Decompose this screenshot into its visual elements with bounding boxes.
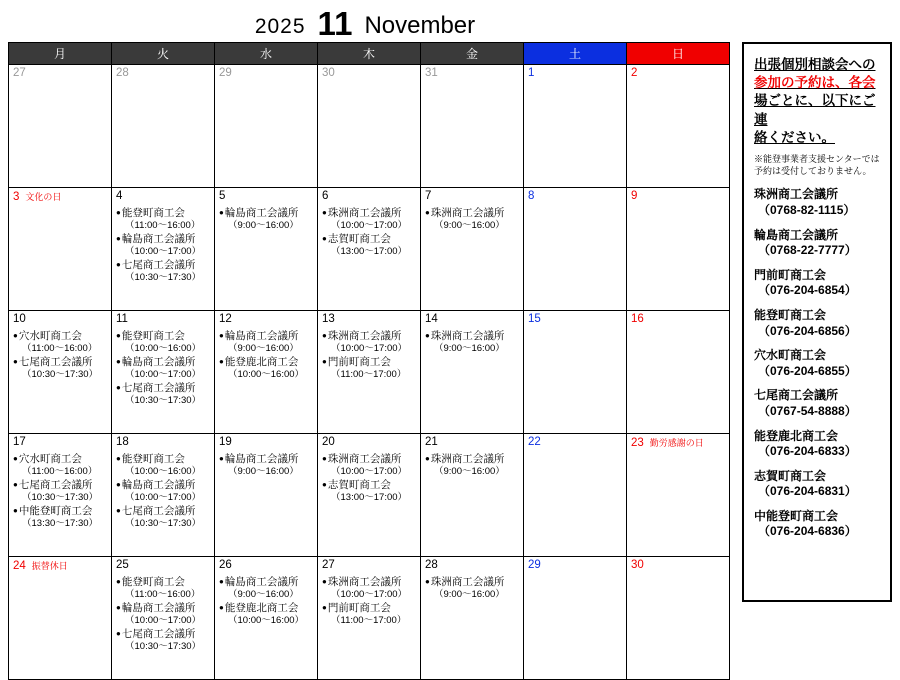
day-header bbox=[425, 436, 520, 449]
event-venue-label: ● 七尾商工会議所 bbox=[13, 356, 108, 369]
day-header bbox=[425, 559, 520, 572]
calendar-week-row bbox=[9, 188, 730, 311]
calendar-day-cell[interactable] bbox=[318, 557, 421, 680]
calendar-table bbox=[8, 42, 730, 680]
calendar-day-cell[interactable] bbox=[318, 188, 421, 311]
calendar-day-cell[interactable] bbox=[112, 434, 215, 557]
day-number: 8 bbox=[528, 190, 535, 202]
month-name-label: November bbox=[364, 12, 476, 39]
contact-phone: （0768-22-7777） bbox=[758, 243, 857, 258]
day-header bbox=[528, 559, 623, 572]
day-header bbox=[322, 559, 417, 572]
event-time-label: （10:00～17:00） bbox=[331, 342, 408, 354]
event-time-label: （9:00～16:00） bbox=[228, 465, 299, 477]
calendar-day-cell[interactable] bbox=[112, 557, 215, 680]
event-venue-label: ● 輪島商工会議所 bbox=[219, 453, 314, 466]
holiday-label: 勤労感謝の日 bbox=[649, 438, 704, 448]
day-header bbox=[425, 313, 520, 326]
day-event-list bbox=[425, 576, 520, 601]
event-venue-label: ● 輪島商工会議所 bbox=[116, 602, 211, 615]
event-venue-label: ● 珠洲商工会議所 bbox=[425, 576, 520, 589]
day-event-list bbox=[219, 453, 314, 478]
day-event-list bbox=[116, 207, 211, 284]
year-label: 2025 bbox=[254, 15, 306, 38]
day-number: 10 bbox=[13, 313, 26, 325]
event-venue-label: ● 珠洲商工会議所 bbox=[322, 330, 417, 343]
contact-item bbox=[754, 268, 881, 299]
day-event[interactable] bbox=[322, 576, 417, 601]
event-time-label: （11:00～16:00） bbox=[125, 588, 201, 600]
calendar-day-cell[interactable] bbox=[215, 434, 318, 557]
weekday-header-fri: 金 bbox=[421, 43, 524, 65]
calendar-day-cell[interactable] bbox=[9, 434, 112, 557]
day-header bbox=[116, 67, 211, 80]
calendar-day-cell[interactable] bbox=[9, 557, 112, 680]
event-venue-label: ● 珠洲商工会議所 bbox=[425, 453, 520, 466]
event-time-label: （10:00～16:00） bbox=[125, 465, 202, 477]
event-time-label: （10:00～17:00） bbox=[125, 368, 202, 380]
day-number: 16 bbox=[631, 313, 644, 325]
day-event[interactable] bbox=[219, 602, 314, 627]
day-event[interactable] bbox=[322, 453, 417, 478]
event-venue-label: ● 輪島商工会議所 bbox=[219, 576, 314, 589]
calendar-day-cell[interactable] bbox=[215, 65, 318, 188]
event-time-label: （10:00～17:00） bbox=[125, 245, 202, 257]
event-venue-label: ● 七尾商工会議所 bbox=[116, 382, 211, 395]
event-venue-label: ● 門前町商工会 bbox=[322, 602, 417, 615]
day-event[interactable] bbox=[116, 233, 211, 258]
event-time-label: （10:00～17:00） bbox=[331, 219, 408, 231]
day-event-list bbox=[116, 576, 211, 653]
event-time-label: （9:00～16:00） bbox=[434, 465, 505, 477]
day-number: 23 bbox=[631, 437, 644, 449]
event-venue-label: ● 能登町商工会 bbox=[116, 576, 211, 589]
day-event[interactable] bbox=[13, 453, 108, 478]
day-number: 6 bbox=[322, 190, 329, 202]
day-header bbox=[13, 313, 108, 326]
day-number: 12 bbox=[219, 313, 232, 325]
contact-phone: （0768-82-1115） bbox=[758, 202, 856, 217]
day-number: 30 bbox=[322, 67, 335, 79]
contact-phone: （076-204-6856） bbox=[758, 323, 857, 338]
contact-phone: （076-204-6836） bbox=[758, 524, 857, 539]
weekday-header-mon: 月 bbox=[9, 43, 112, 65]
day-event[interactable] bbox=[13, 356, 108, 381]
event-venue-label: ● 穴水町商工会 bbox=[13, 453, 108, 466]
contact-name: 珠洲商工会議所 bbox=[754, 187, 839, 202]
day-header bbox=[631, 559, 726, 572]
day-number: 31 bbox=[425, 67, 438, 79]
event-time-label: （9:00～16:00） bbox=[434, 219, 505, 231]
calendar-day-cell[interactable] bbox=[112, 188, 215, 311]
event-time-label: （11:00～16:00） bbox=[22, 465, 98, 477]
weekday-header-sat: 土 bbox=[524, 43, 627, 65]
event-venue-label: ● 門前町商工会 bbox=[322, 356, 417, 369]
day-header bbox=[116, 559, 211, 572]
event-venue-label: ● 輪島商工会議所 bbox=[219, 207, 314, 220]
event-time-label: （10:30～17:30） bbox=[22, 491, 99, 503]
day-event-list bbox=[13, 330, 108, 381]
calendar-day-cell[interactable] bbox=[627, 65, 730, 188]
day-number: 26 bbox=[219, 559, 232, 571]
day-event-list bbox=[219, 576, 314, 627]
event-venue-label: ● 珠洲商工会議所 bbox=[425, 330, 520, 343]
calendar-day-cell[interactable] bbox=[627, 311, 730, 434]
calendar-title-header bbox=[0, 0, 730, 42]
day-event[interactable] bbox=[322, 602, 417, 627]
day-number: 29 bbox=[219, 67, 232, 79]
day-event[interactable] bbox=[322, 330, 417, 355]
day-header bbox=[528, 436, 623, 449]
calendar-day-cell[interactable] bbox=[9, 311, 112, 434]
day-number: 19 bbox=[219, 436, 232, 448]
day-number: 24 bbox=[13, 560, 26, 572]
contact-panel-title bbox=[754, 56, 881, 147]
calendar-day-cell[interactable] bbox=[112, 65, 215, 188]
day-number: 2 bbox=[631, 67, 638, 79]
weekday-header-thu: 木 bbox=[318, 43, 421, 65]
contact-item bbox=[754, 348, 881, 379]
event-time-label: （10:30～17:30） bbox=[125, 271, 202, 283]
day-header bbox=[219, 67, 314, 80]
contact-item bbox=[754, 429, 881, 460]
day-number: 28 bbox=[425, 559, 438, 571]
calendar-week-row bbox=[9, 557, 730, 680]
day-header bbox=[322, 436, 417, 449]
day-event[interactable] bbox=[116, 207, 211, 232]
day-event[interactable] bbox=[425, 207, 520, 232]
day-event[interactable] bbox=[425, 576, 520, 601]
event-time-label: （10:30～17:30） bbox=[125, 517, 202, 529]
day-number: 22 bbox=[528, 436, 541, 448]
calendar-day-cell[interactable] bbox=[215, 311, 318, 434]
calendar-day-cell[interactable] bbox=[421, 434, 524, 557]
day-event[interactable] bbox=[116, 479, 211, 504]
day-event[interactable] bbox=[13, 330, 108, 355]
day-number: 15 bbox=[528, 313, 541, 325]
day-header bbox=[322, 190, 417, 203]
day-event-list bbox=[322, 207, 417, 258]
contact-item bbox=[754, 228, 881, 259]
contact-name: 志賀町商工会 bbox=[754, 468, 827, 483]
contact-title-line-2: 参加の予約は、各会 bbox=[754, 75, 876, 91]
day-number: 13 bbox=[322, 313, 335, 325]
day-number: 7 bbox=[425, 190, 432, 202]
contact-name: 七尾商工会議所 bbox=[754, 388, 839, 403]
calendar-week-row bbox=[9, 311, 730, 434]
contact-item bbox=[754, 388, 881, 419]
event-venue-label: ● 能登町商工会 bbox=[116, 207, 211, 220]
day-event-list bbox=[425, 207, 520, 232]
day-event[interactable] bbox=[219, 453, 314, 478]
day-header bbox=[13, 436, 108, 449]
calendar-body bbox=[9, 65, 730, 680]
day-event[interactable] bbox=[116, 330, 211, 355]
event-venue-label: ● 輪島商工会議所 bbox=[116, 233, 211, 246]
day-event[interactable] bbox=[116, 382, 211, 407]
contact-panel-note: ※能登事業者支援センターでは予約は受付しておりません。 bbox=[754, 154, 880, 177]
day-event[interactable] bbox=[116, 505, 211, 530]
event-venue-label: ● 輪島商工会議所 bbox=[219, 330, 314, 343]
event-venue-label: ● 能登町商工会 bbox=[116, 330, 211, 343]
day-event[interactable] bbox=[322, 207, 417, 232]
day-event[interactable] bbox=[322, 356, 417, 381]
day-header bbox=[631, 67, 726, 80]
event-time-label: （11:00～17:00） bbox=[331, 614, 407, 626]
calendar-day-cell[interactable] bbox=[318, 311, 421, 434]
day-header bbox=[425, 67, 520, 80]
event-time-label: （10:30～17:30） bbox=[22, 368, 99, 380]
contact-item bbox=[754, 187, 881, 218]
day-event[interactable] bbox=[13, 505, 108, 530]
event-time-label: （10:30～17:30） bbox=[125, 640, 202, 652]
event-time-label: （11:00～16:00） bbox=[22, 342, 98, 354]
calendar-day-cell[interactable] bbox=[318, 65, 421, 188]
calendar-day-cell[interactable] bbox=[524, 311, 627, 434]
contact-list bbox=[754, 187, 881, 540]
contact-panel bbox=[742, 42, 892, 602]
day-number: 30 bbox=[631, 559, 644, 571]
day-number: 17 bbox=[13, 436, 26, 448]
holiday-label: 振替休日 bbox=[31, 561, 68, 571]
day-header bbox=[13, 559, 108, 573]
event-time-label: （9:00～16:00） bbox=[228, 219, 299, 231]
day-event-list bbox=[322, 330, 417, 381]
event-time-label: （10:00～17:00） bbox=[331, 465, 408, 477]
day-header bbox=[13, 190, 108, 204]
event-time-label: （10:00～17:00） bbox=[125, 491, 202, 503]
day-event-list bbox=[322, 453, 417, 504]
day-header bbox=[528, 67, 623, 80]
weekday-header-row bbox=[9, 43, 730, 65]
event-venue-label: ● 能登町商工会 bbox=[116, 453, 211, 466]
day-header bbox=[219, 559, 314, 572]
event-time-label: （10:00～16:00） bbox=[228, 614, 305, 626]
event-time-label: （10:00～17:00） bbox=[125, 614, 202, 626]
event-venue-label: ● 穴水町商工会 bbox=[13, 330, 108, 343]
event-time-label: （13:00～17:00） bbox=[331, 491, 408, 503]
contact-title-line-4: 絡ください。 bbox=[754, 129, 835, 145]
event-time-label: （13:00～17:00） bbox=[331, 245, 408, 257]
calendar-day-cell[interactable] bbox=[524, 188, 627, 311]
contact-phone: （0767-54-8888） bbox=[758, 403, 857, 418]
event-time-label: （9:00～16:00） bbox=[228, 588, 299, 600]
calendar-day-cell[interactable] bbox=[524, 65, 627, 188]
day-event[interactable] bbox=[219, 356, 314, 381]
event-time-label: （9:00～16:00） bbox=[434, 342, 505, 354]
calendar-week-row bbox=[9, 434, 730, 557]
contact-name: 門前町商工会 bbox=[754, 267, 827, 282]
day-header bbox=[219, 436, 314, 449]
calendar-day-cell[interactable] bbox=[112, 311, 215, 434]
contact-title-line-1: 出張個別相談会への bbox=[754, 57, 876, 72]
day-event[interactable] bbox=[116, 576, 211, 601]
event-venue-label: ● 輪島商工会議所 bbox=[116, 479, 211, 492]
day-event[interactable] bbox=[425, 453, 520, 478]
day-number: 29 bbox=[528, 559, 541, 571]
day-number: 27 bbox=[13, 67, 26, 79]
contact-phone: （076-204-6833） bbox=[758, 444, 857, 459]
event-venue-label: ● 七尾商工会議所 bbox=[116, 259, 211, 272]
day-header bbox=[219, 313, 314, 326]
day-event[interactable] bbox=[425, 330, 520, 355]
day-header bbox=[116, 190, 211, 203]
day-event[interactable] bbox=[322, 233, 417, 258]
calendar-day-cell[interactable] bbox=[421, 65, 524, 188]
day-event[interactable] bbox=[116, 602, 211, 627]
event-venue-label: ● 志賀町商工会 bbox=[322, 479, 417, 492]
calendar-day-cell[interactable] bbox=[524, 557, 627, 680]
calendar-day-cell[interactable] bbox=[421, 311, 524, 434]
event-time-label: （9:00～16:00） bbox=[434, 588, 505, 600]
calendar-day-cell[interactable] bbox=[215, 557, 318, 680]
day-header bbox=[322, 67, 417, 80]
contact-name: 能登町商工会 bbox=[754, 307, 827, 322]
day-header bbox=[631, 313, 726, 326]
day-event[interactable] bbox=[13, 479, 108, 504]
event-venue-label: ● 七尾商工会議所 bbox=[116, 505, 211, 518]
day-number: 18 bbox=[116, 436, 129, 448]
calendar-day-cell[interactable] bbox=[627, 557, 730, 680]
day-header bbox=[528, 313, 623, 326]
day-event-list bbox=[116, 330, 211, 407]
event-venue-label: ● 珠洲商工会議所 bbox=[322, 576, 417, 589]
day-number: 25 bbox=[116, 559, 129, 571]
event-venue-label: ● 能登鹿北商工会 bbox=[219, 356, 314, 369]
event-venue-label: ● 七尾商工会議所 bbox=[13, 479, 108, 492]
event-venue-label: ● 輪島商工会議所 bbox=[116, 356, 211, 369]
event-venue-label: ● 中能登町商工会 bbox=[13, 505, 108, 518]
event-time-label: （13:30～17:30） bbox=[22, 517, 99, 529]
day-header bbox=[528, 190, 623, 203]
calendar-day-cell[interactable] bbox=[524, 434, 627, 557]
day-number: 21 bbox=[425, 436, 438, 448]
day-number: 11 bbox=[116, 313, 128, 325]
day-event-list bbox=[219, 207, 314, 232]
event-venue-label: ● 志賀町商工会 bbox=[322, 233, 417, 246]
holiday-label: 文化の日 bbox=[25, 192, 62, 202]
event-venue-label: ● 珠洲商工会議所 bbox=[322, 207, 417, 220]
day-number: 28 bbox=[116, 67, 129, 79]
contact-name: 穴水町商工会 bbox=[754, 348, 827, 363]
calendar-day-cell[interactable] bbox=[627, 434, 730, 557]
contact-item bbox=[754, 308, 881, 339]
day-event-list bbox=[219, 330, 314, 381]
day-number: 9 bbox=[631, 190, 638, 202]
day-event-list bbox=[425, 330, 520, 355]
contact-item bbox=[754, 469, 881, 500]
day-header bbox=[13, 67, 108, 80]
day-number: 1 bbox=[528, 67, 535, 79]
day-event[interactable] bbox=[219, 330, 314, 355]
day-number: 5 bbox=[219, 190, 226, 202]
calendar-day-cell[interactable] bbox=[627, 188, 730, 311]
day-event-list bbox=[322, 576, 417, 627]
day-event[interactable] bbox=[219, 207, 314, 232]
weekday-header-sun: 日 bbox=[627, 43, 730, 65]
event-time-label: （10:00～16:00） bbox=[125, 342, 202, 354]
day-header bbox=[219, 190, 314, 203]
day-header bbox=[116, 436, 211, 449]
day-event[interactable] bbox=[116, 453, 211, 478]
calendar-day-cell[interactable] bbox=[318, 434, 421, 557]
event-time-label: （10:00～16:00） bbox=[228, 368, 305, 380]
calendar-day-cell[interactable] bbox=[9, 65, 112, 188]
weekday-header-tue: 火 bbox=[112, 43, 215, 65]
event-venue-label: ● 珠洲商工会議所 bbox=[425, 207, 520, 220]
event-venue-label: ● 珠洲商工会議所 bbox=[322, 453, 417, 466]
contact-name: 中能登町商工会 bbox=[754, 508, 839, 523]
day-number: 3 bbox=[13, 191, 20, 203]
contact-phone: （076-204-6855） bbox=[758, 363, 857, 378]
contact-name: 輪島商工会議所 bbox=[754, 227, 839, 242]
event-time-label: （9:00～16:00） bbox=[228, 342, 299, 354]
contact-phone: （076-204-6831） bbox=[758, 484, 857, 499]
event-venue-label: ● 能登鹿北商工会 bbox=[219, 602, 314, 615]
day-event[interactable] bbox=[116, 259, 211, 284]
day-number: 4 bbox=[116, 190, 123, 202]
event-time-label: （11:00～16:00） bbox=[125, 219, 201, 231]
contact-item bbox=[754, 509, 881, 540]
day-number: 20 bbox=[322, 436, 335, 448]
day-number: 27 bbox=[322, 559, 335, 571]
calendar-day-cell[interactable] bbox=[421, 188, 524, 311]
day-event-list bbox=[425, 453, 520, 478]
day-header bbox=[631, 190, 726, 203]
contact-phone: （076-204-6854） bbox=[758, 283, 857, 298]
day-number: 14 bbox=[425, 313, 438, 325]
day-event[interactable] bbox=[116, 356, 211, 381]
day-event[interactable] bbox=[322, 479, 417, 504]
day-header bbox=[631, 436, 726, 450]
day-event-list bbox=[116, 453, 211, 530]
calendar-day-cell[interactable] bbox=[9, 188, 112, 311]
day-event-list bbox=[13, 453, 108, 530]
event-time-label: （10:00～17:00） bbox=[331, 588, 408, 600]
day-event[interactable] bbox=[219, 576, 314, 601]
month-number-label: 11 bbox=[317, 5, 353, 42]
event-venue-label: ● 七尾商工会議所 bbox=[116, 628, 211, 641]
event-time-label: （11:00～17:00） bbox=[331, 368, 407, 380]
contact-name: 能登鹿北商工会 bbox=[754, 428, 839, 443]
day-event[interactable] bbox=[116, 628, 211, 653]
calendar-day-cell[interactable] bbox=[215, 188, 318, 311]
day-header bbox=[116, 313, 211, 326]
day-header bbox=[322, 313, 417, 326]
calendar-week-row bbox=[9, 65, 730, 188]
day-header bbox=[425, 190, 520, 203]
calendar-day-cell[interactable] bbox=[421, 557, 524, 680]
weekday-header-wed: 水 bbox=[215, 43, 318, 65]
contact-title-line-3: 場ごとに、以下にご連 bbox=[754, 93, 876, 127]
event-time-label: （10:30～17:30） bbox=[125, 394, 202, 406]
